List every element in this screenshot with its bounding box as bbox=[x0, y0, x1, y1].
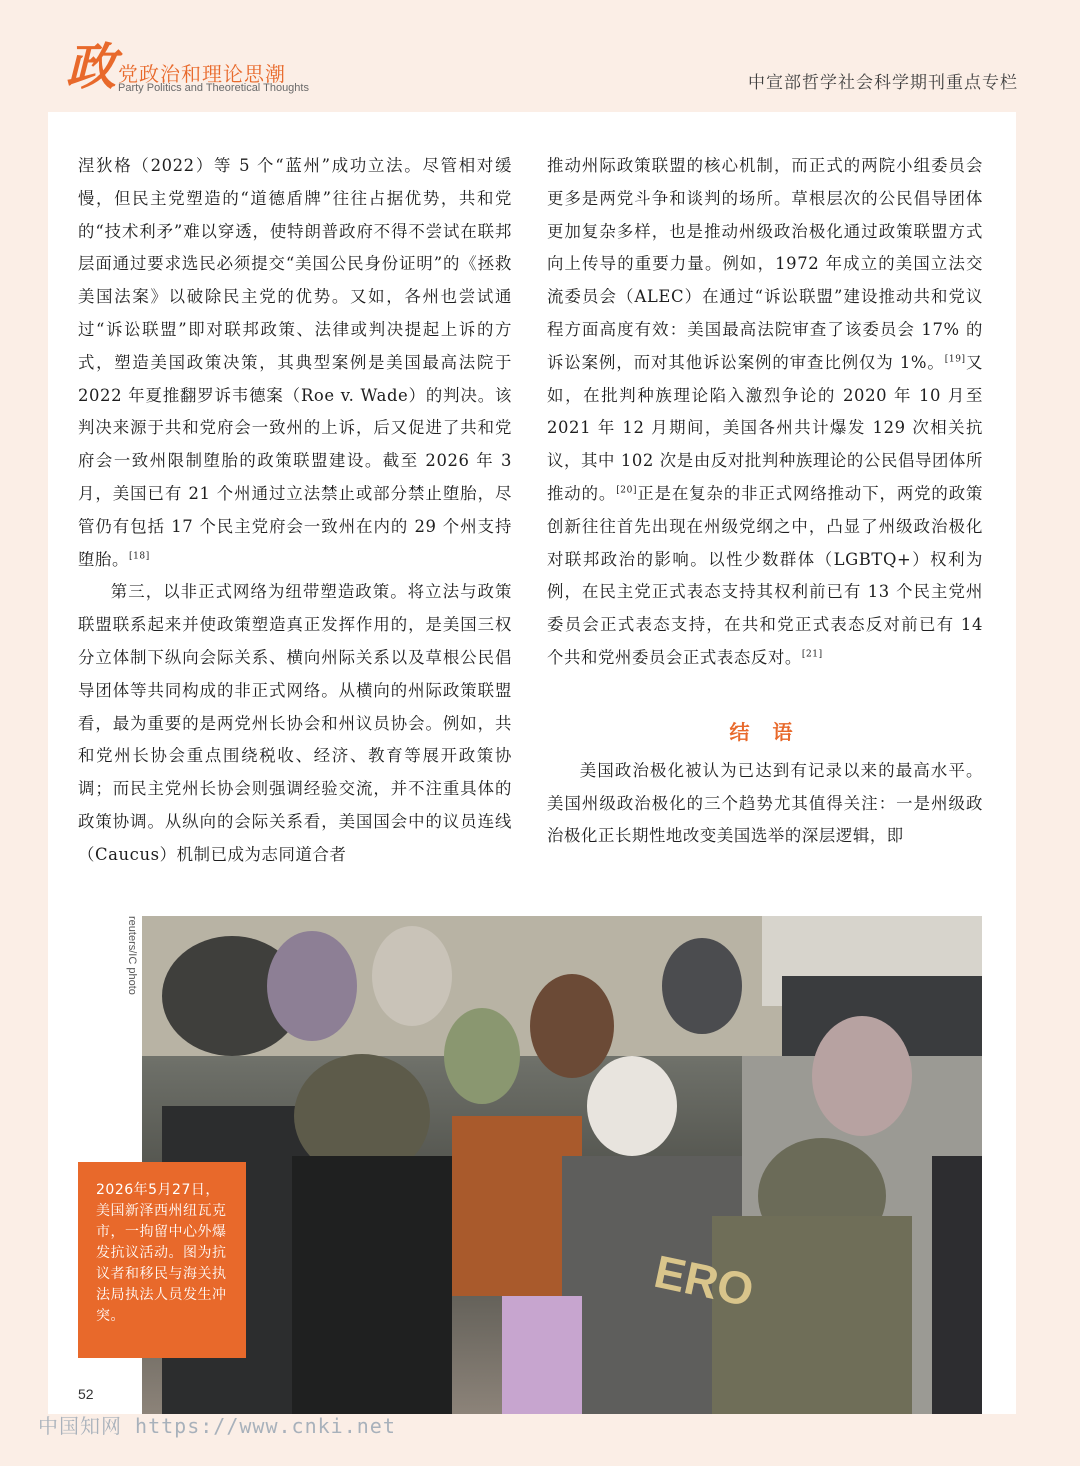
cnki-watermark: 中国知网 https://www.cnki.net bbox=[38, 1414, 396, 1438]
left-paragraph-1-text: 涅狄格（2022）等 5 个“蓝州”成功立法。尽管相对缓慢，但民主党塑造的“道德盾牌”往往占据优势，共和党的“技术利矛”难以穿透，使特朗普政府不得不尝试在联邦层面通过要求选民必须提交“美国公民身份证明”的《拯救美国法案》以破除民主党的优势。又如，各州也尝试通过“诉讼联盟”即对联邦政策、法律或判决提起上诉的方式，塑造美国政策决策，其典型案例是美国最高法院于 2022 年夏推翻罗诉韦德案（Roe v. Wade）的判决。该判决来源于共和党府会一致州的上诉，后又促进了共和党府会一致州限制堕胎的政策联盟建设。截至 2026 年 3 月，美国已有 21 个州通过立法禁止或部分禁止堕胎，尽管仍有包括 17 个民主党府会一致州在内的 29 个州支持堕胎。 bbox=[78, 156, 512, 569]
journal-logo-icon: 政 bbox=[66, 37, 116, 96]
citation-20[interactable]: [20] bbox=[616, 485, 638, 496]
left-paragraph-1 bbox=[78, 150, 512, 576]
journal-title: 党政治和理论思潮 bbox=[118, 62, 286, 86]
photo-credit: reuters/IC photo bbox=[126, 916, 138, 995]
left-column bbox=[78, 150, 512, 872]
photo-caption: 2026年5月27日，美国新泽西州纽瓦克市，一拘留中心外爆发抗议活动。图为抗议者和移民与海关执法局执法人员发生冲突。 bbox=[78, 1162, 246, 1358]
citation-18[interactable]: [18] bbox=[128, 551, 150, 562]
citation-21[interactable]: [21] bbox=[801, 649, 823, 660]
right-paragraph-1-text-c: 正是在复杂的非正式网络推动下，两党的政策创新往往首先出现在州级党纲之中，凸显了州级政治极化对联邦政治的影响。以性少数群体（LGBTQ+）权利为例，在民主党正式表态支持其权利前已有 13 个民主党州委员会正式表态支持，在共和党正式表态反对前已有 14 个共和党州委员会正式表态反对。 bbox=[547, 483, 983, 667]
vest-label: ERO bbox=[649, 1244, 759, 1317]
section-title-conclusion: 结 语 bbox=[729, 719, 801, 744]
news-photo bbox=[142, 916, 982, 1414]
right-paragraph-1 bbox=[547, 150, 983, 675]
journal-subtitle: Party Politics and Theoretical Thoughts bbox=[118, 82, 309, 94]
right-column bbox=[547, 150, 983, 853]
citation-19[interactable]: [19] bbox=[944, 354, 966, 365]
photo-illustration bbox=[142, 916, 982, 1414]
column-tag: 中宣部哲学社会科学期刊重点专栏 bbox=[748, 73, 1018, 93]
right-paragraph-2: 美国政治极化被认为已达到有记录以来的最高水平。美国州级政治极化的三个趋势尤其值得关注：一是州级政治极化正长期性地改变美国选举的深层逻辑，即 bbox=[547, 760, 983, 846]
page-number: 52 bbox=[78, 1386, 94, 1402]
right-paragraph-1-text-b: 又如，在批判种族理论陷入激烈争论的 2020 年 10 月至 2021 年 12 月期间，美国各州共计爆发 129 次相关抗议，其中 102 次是由反对批判种族理论的公民倡导团体所推动的。 bbox=[547, 352, 983, 503]
right-paragraph-1-text-a: 推动州际政策联盟的核心机制，而正式的两院小组委员会更多是两党斗争和谈判的场所。草根层次的公民倡导团体更加复杂多样，也是推动州级政治极化通过政策联盟方式向上传导的重要力量。例如，1972 年成立的美国立法交流委员会（ALEC）在通过“诉讼联盟”建设推动共和党议程方面高度有效：美国最高法院审查了该委员会 17% 的诉讼案例，而对其他诉讼案例的审查比例仅为 1%。 bbox=[547, 156, 983, 372]
left-paragraph-2: 第三，以非正式网络为纽带塑造政策。将立法与政策联盟联系起来并使政策塑造真正发挥作用的，是美国三权分立体制下纵向会际关系、横向州际关系以及草根公民倡导团体等共同构成的非正式网络。从横向的州际政策联盟看，最为重要的是两党州长协会和州议员协会。例如，共和党州长协会重点围绕税收、经济、教育等展开政策协调；而民主党州长协会则强调经验交流，并不注重具体的政策协调。从纵向的会际关系看，美国国会中的议员连线（Caucus）机制已成为志同道合者 bbox=[78, 582, 512, 864]
page-header bbox=[0, 0, 1080, 112]
